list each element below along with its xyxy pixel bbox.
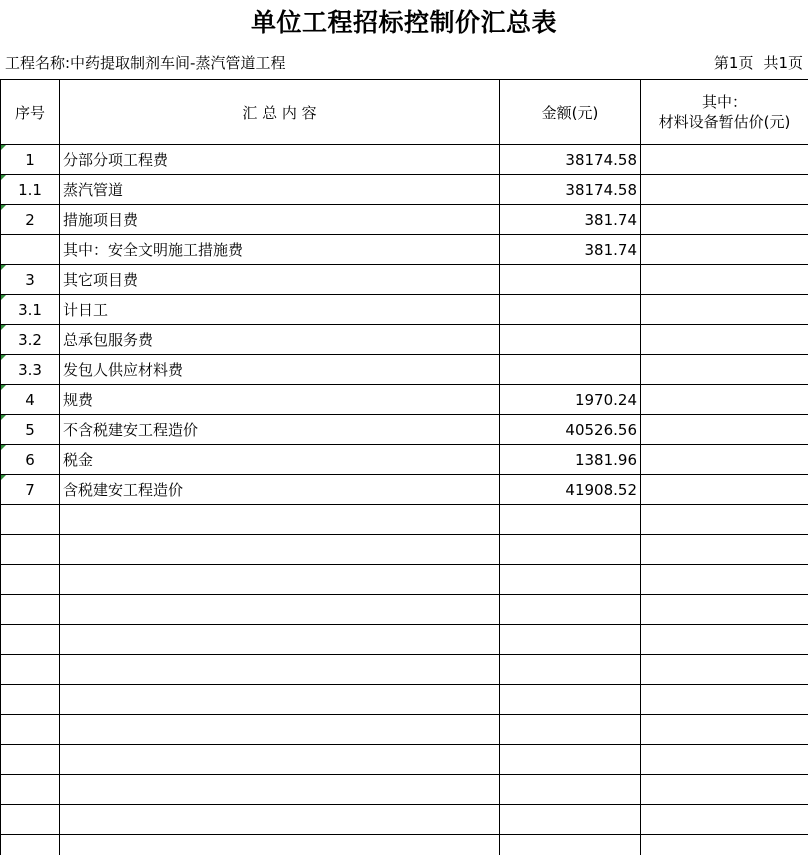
row-amount: 38174.58 <box>500 145 641 175</box>
row-provisional <box>641 265 808 295</box>
row-seq <box>1 715 60 745</box>
table-row <box>1 415 808 445</box>
row-content <box>60 775 500 805</box>
cell-marker-icon <box>1 175 6 180</box>
row-amount: 381.74 <box>500 205 641 235</box>
row-seq: 6 <box>1 445 60 475</box>
table-row <box>1 535 808 565</box>
row-amount <box>500 355 641 385</box>
row-provisional <box>641 385 808 415</box>
row-provisional <box>641 835 808 856</box>
row-amount: 41908.52 <box>500 475 641 505</box>
row-content: 总承包服务费 <box>60 325 500 355</box>
table-row <box>1 835 808 856</box>
row-seq <box>1 805 60 835</box>
row-provisional <box>641 505 808 535</box>
row-content: 不含税建安工程造价 <box>60 415 500 445</box>
table-row <box>1 805 808 835</box>
row-provisional <box>641 205 808 235</box>
row-content: 蒸汽管道 <box>60 175 500 205</box>
header-provisional-line1: 其中： <box>701 93 747 111</box>
row-seq <box>1 745 60 775</box>
page-current: 第1页 <box>713 54 754 72</box>
row-provisional <box>641 805 808 835</box>
row-seq: 3.3 <box>1 355 60 385</box>
table-row <box>1 175 808 205</box>
row-amount: 381.74 <box>500 235 641 265</box>
row-amount: 1381.96 <box>500 445 641 475</box>
header-provisional <box>641 80 808 145</box>
row-amount: 38174.58 <box>500 175 641 205</box>
table-row <box>1 505 808 535</box>
row-provisional <box>641 475 808 505</box>
table-row <box>1 385 808 415</box>
row-provisional <box>641 445 808 475</box>
row-provisional <box>641 175 808 205</box>
row-provisional <box>641 325 808 355</box>
row-provisional <box>641 715 808 745</box>
row-content <box>60 745 500 775</box>
cell-marker-icon <box>1 145 6 150</box>
row-provisional <box>641 625 808 655</box>
header-provisional-line2: 材料设备暂估价(元) <box>658 113 791 131</box>
cell-marker-icon <box>1 265 6 270</box>
row-amount <box>500 595 641 625</box>
row-amount <box>500 835 641 856</box>
row-content <box>60 655 500 685</box>
row-amount <box>500 715 641 745</box>
row-seq: 4 <box>1 385 60 415</box>
row-amount <box>500 535 641 565</box>
row-content <box>60 625 500 655</box>
row-provisional <box>641 535 808 565</box>
row-seq <box>1 685 60 715</box>
row-content: 分部分项工程费 <box>60 145 500 175</box>
row-amount <box>500 505 641 535</box>
cell-marker-icon <box>1 325 6 330</box>
row-provisional <box>641 355 808 385</box>
table-row <box>1 595 808 625</box>
row-content <box>60 595 500 625</box>
row-content: 发包人供应材料费 <box>60 355 500 385</box>
cell-marker-icon <box>1 415 6 420</box>
page-total: 共1页 <box>763 54 803 72</box>
table-row <box>1 565 808 595</box>
row-provisional <box>641 295 808 325</box>
row-seq <box>1 595 60 625</box>
summary-table <box>0 79 808 855</box>
row-amount <box>500 655 641 685</box>
table-row <box>1 775 808 805</box>
table-row <box>1 745 808 775</box>
row-amount <box>500 295 641 325</box>
row-seq <box>1 625 60 655</box>
row-content <box>60 685 500 715</box>
cell-marker-icon <box>1 475 6 480</box>
row-content <box>60 505 500 535</box>
row-seq: 1.1 <box>1 175 60 205</box>
row-seq: 3.1 <box>1 295 60 325</box>
project-name: 工程名称:中药提取制剂车间-蒸汽管道工程 <box>5 54 286 72</box>
cell-marker-icon <box>1 295 6 300</box>
row-amount <box>500 685 641 715</box>
row-amount <box>500 775 641 805</box>
row-content <box>60 715 500 745</box>
row-provisional <box>641 565 808 595</box>
table-row <box>1 145 808 175</box>
table-row <box>1 235 808 265</box>
table-row <box>1 265 808 295</box>
row-content <box>60 835 500 856</box>
row-provisional <box>641 595 808 625</box>
row-seq: 3.2 <box>1 325 60 355</box>
row-provisional <box>641 655 808 685</box>
table-row <box>1 205 808 235</box>
header-amount: 金额(元) <box>500 80 641 145</box>
row-amount <box>500 325 641 355</box>
row-seq <box>1 835 60 856</box>
row-seq <box>1 565 60 595</box>
cell-marker-icon <box>1 445 6 450</box>
row-amount <box>500 265 641 295</box>
table-row <box>1 685 808 715</box>
header-content: 汇 总 内 容 <box>60 80 500 145</box>
row-amount <box>500 805 641 835</box>
row-seq: 3 <box>1 265 60 295</box>
row-content: 其中：安全文明施工措施费 <box>60 235 500 265</box>
row-amount <box>500 745 641 775</box>
row-content: 税金 <box>60 445 500 475</box>
row-content: 含税建安工程造价 <box>60 475 500 505</box>
table-row <box>1 445 808 475</box>
row-amount: 40526.56 <box>500 415 641 445</box>
row-amount <box>500 565 641 595</box>
row-amount: 1970.24 <box>500 385 641 415</box>
header-row <box>1 80 808 145</box>
row-seq: 2 <box>1 205 60 235</box>
row-content: 规费 <box>60 385 500 415</box>
row-provisional <box>641 745 808 775</box>
row-provisional <box>641 235 808 265</box>
row-content: 计日工 <box>60 295 500 325</box>
row-seq <box>1 655 60 685</box>
row-seq: 5 <box>1 415 60 445</box>
page-title: 单位工程招标控制价汇总表 <box>250 8 557 37</box>
row-provisional <box>641 145 808 175</box>
row-content <box>60 535 500 565</box>
table-row <box>1 655 808 685</box>
table-row <box>1 715 808 745</box>
row-seq: 1 <box>1 145 60 175</box>
row-seq <box>1 775 60 805</box>
cell-marker-icon <box>1 385 6 390</box>
table-row <box>1 295 808 325</box>
row-provisional <box>641 685 808 715</box>
row-seq <box>1 505 60 535</box>
row-content <box>60 565 500 595</box>
table-row <box>1 625 808 655</box>
row-content: 其它项目费 <box>60 265 500 295</box>
row-provisional <box>641 415 808 445</box>
header-seq: 序号 <box>1 80 60 145</box>
row-seq <box>1 235 60 265</box>
table-row <box>1 325 808 355</box>
cell-marker-icon <box>1 355 6 360</box>
row-content: 措施项目费 <box>60 205 500 235</box>
row-content <box>60 805 500 835</box>
row-seq <box>1 535 60 565</box>
row-seq: 7 <box>1 475 60 505</box>
table-row <box>1 355 808 385</box>
cell-marker-icon <box>1 205 6 210</box>
page-indicator <box>714 52 803 74</box>
row-provisional <box>641 775 808 805</box>
table-row <box>1 475 808 505</box>
row-amount <box>500 625 641 655</box>
